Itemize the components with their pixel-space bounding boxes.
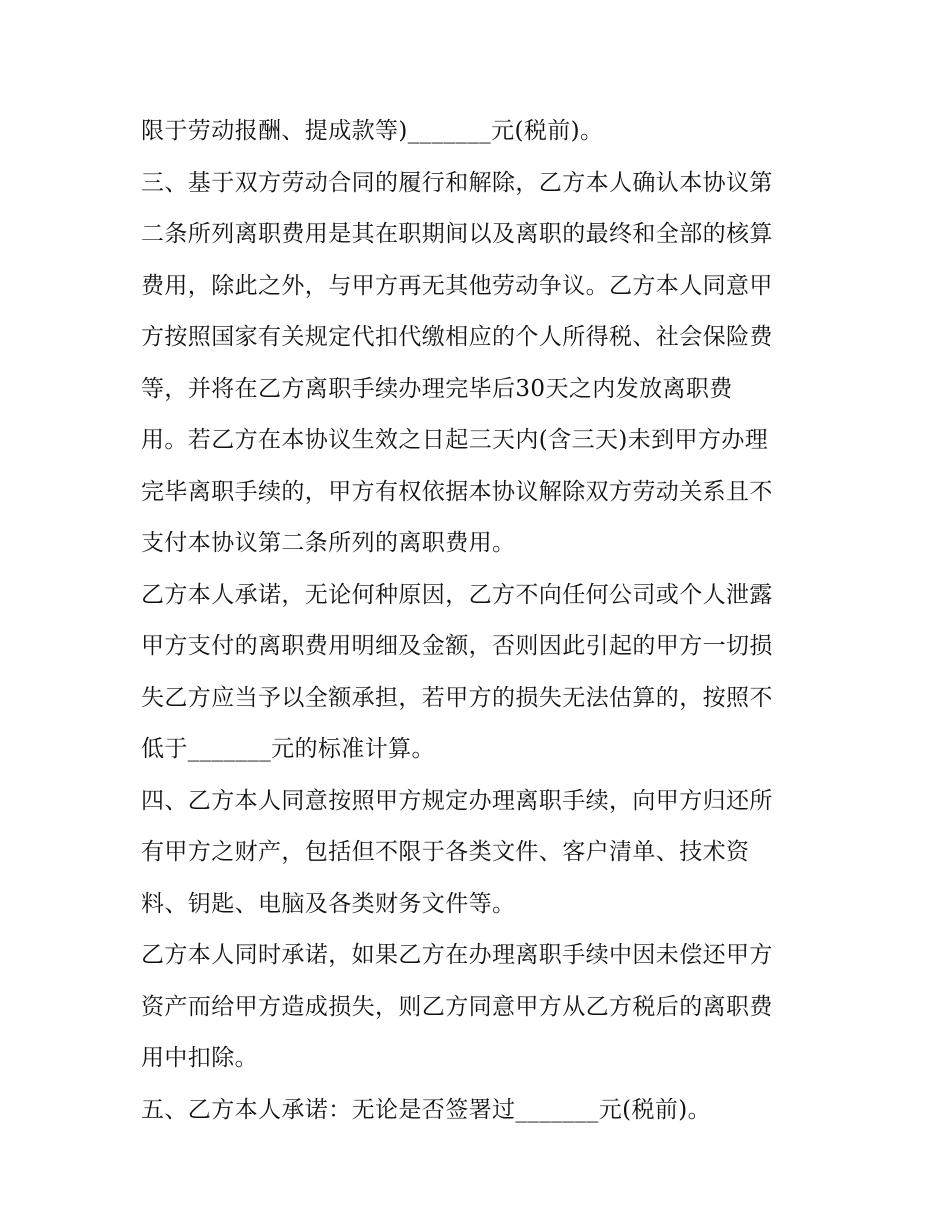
text-line: 有甲方之财产，包括但不限于各类文件、客户清单、技术资: [141, 839, 750, 865]
text-line: 甲方支付的离职费用明细及金额，否则因此引起的甲方一切损: [141, 633, 773, 659]
text-line: 乙方本人同时承诺，如果乙方在办理离职手续中因未偿还甲方: [141, 942, 773, 968]
text-line: 限于劳动报酬、提成款等)_______元(税前)。: [141, 118, 604, 144]
text-line: 用中扣除。: [141, 1045, 258, 1071]
text-line: 费用，除此之外，与甲方再无其他劳动争议。乙方本人同意甲: [141, 272, 773, 299]
text-line: 支付本协议第二条所列的离职费用。: [141, 530, 516, 556]
text-line: 完毕离职手续的，甲方有权依据本协议解除双方劳动关系且不: [141, 478, 773, 505]
text-line: 资产而给甲方造成损失，则乙方同意甲方从乙方税后的离职费: [141, 993, 773, 1020]
text-line: 乙方本人承诺，无论何种原因，乙方不向任何公司或个人泄露: [141, 581, 773, 608]
text-line: 五、乙方本人承诺：无论是否签署过_______元(税前)。: [141, 1096, 712, 1123]
text-line: 四、乙方本人同意按照甲方规定办理离职手续，向甲方归还所: [141, 787, 773, 814]
text-line: 用。若乙方在本协议生效之日起三天内(含三天)未到甲方办理: [141, 427, 769, 453]
text-line: 二条所列离职费用是其在职期间以及离职的最终和全部的核算: [141, 221, 773, 247]
text-line: 等，并将在乙方离职手续办理完毕后30天之内发放离职费: [141, 375, 733, 402]
text-line: 失乙方应当予以全额承担，若甲方的损失无法估算的，按照不: [141, 684, 773, 711]
document-body: [141, 106, 831, 1136]
text-line: 三、基于双方劳动合同的履行和解除，乙方本人确认本协议第: [141, 169, 773, 196]
text-line: 料、钥匙、电脑及各类财务文件等。: [141, 890, 516, 917]
text-line: 低于_______元的标准计算。: [141, 736, 435, 762]
text-line: 方按照国家有关规定代扣代缴相应的个人所得税、社会保险费: [141, 324, 773, 350]
